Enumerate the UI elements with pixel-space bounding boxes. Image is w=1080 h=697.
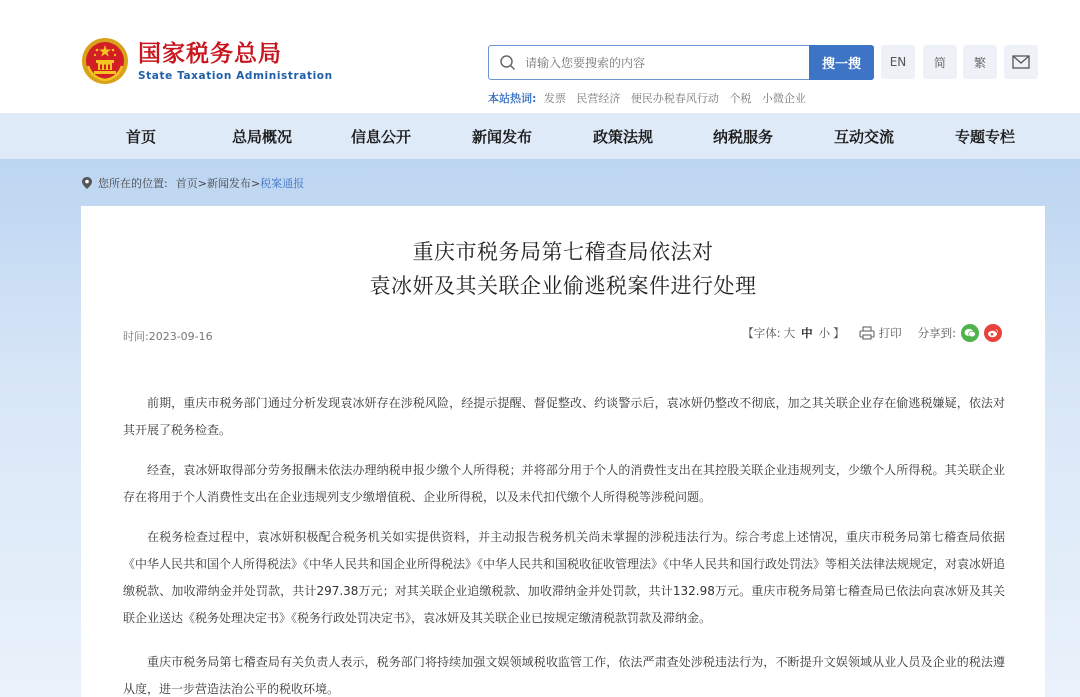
- font-size-label: 【字体:: [742, 326, 781, 340]
- article-paragraph: 前期，重庆市税务部门通过分析发现袁冰妍存在涉税风险，经提示提醒、督促整改、约谈警示后，袁冰妍仍整改不彻底，加之其关联企业存在偷逃税嫌疑，依法对其开展了税务检查。: [123, 396, 1005, 437]
- article-title-line2: 袁冰妍及其关联企业偷逃税案件进行处理: [369, 274, 757, 298]
- nav-item-overview[interactable]: 总局概况: [232, 128, 293, 146]
- logo-title-cn: 国家税务总局: [138, 41, 282, 67]
- hot-word-link[interactable]: 小微企业: [761, 92, 806, 105]
- search-icon: [499, 54, 517, 72]
- logo-title-en: State Taxation Administration: [138, 70, 333, 82]
- font-size-medium-button[interactable]: 中: [801, 326, 813, 340]
- font-size-large-button[interactable]: 大: [783, 326, 796, 340]
- share-label: 分享到:: [917, 326, 956, 340]
- print-button[interactable]: 打印: [878, 326, 902, 340]
- article-tools: [742, 324, 1002, 342]
- nav-item-news[interactable]: 新闻发布: [472, 128, 533, 146]
- breadcrumb: [82, 175, 304, 191]
- site-logo[interactable]: [80, 36, 333, 86]
- article-time: 时间:2023-09-16: [123, 330, 213, 343]
- weibo-icon[interactable]: [984, 324, 1002, 342]
- breadcrumb-home[interactable]: 首页: [175, 177, 198, 190]
- article-panel: [81, 206, 1045, 697]
- nav-item-home[interactable]: 首页: [126, 128, 157, 146]
- language-en-button[interactable]: EN: [881, 45, 915, 79]
- hot-word-link[interactable]: 便民办税春风行动: [630, 92, 719, 105]
- nav-item-interaction[interactable]: 互动交流: [834, 128, 895, 146]
- location-pin-icon: [82, 177, 92, 189]
- nav-item-info-disclosure[interactable]: 信息公开: [351, 128, 412, 146]
- main-nav: [0, 113, 1080, 159]
- breadcrumb-current[interactable]: 税案通报: [260, 177, 305, 190]
- national-emblem-icon: [80, 36, 130, 86]
- language-simplified-button[interactable]: 简: [923, 45, 957, 79]
- hot-word-link[interactable]: 个税: [729, 92, 752, 105]
- article-title-line1: 重庆市税务局第七稽查局依法对: [412, 240, 714, 264]
- font-size-small-button[interactable]: 小: [818, 326, 831, 340]
- search-input[interactable]: [525, 52, 795, 74]
- article-paragraph: 经查，袁冰妍取得部分劳务报酬未依法办理纳税申报少缴个人所得税；并将部分用于个人的消费性支出在其控股关联企业违规列支，少缴个人所得税。其关联企业存在将用于个人消费性支出在企业违规列支少缴增值税、企业所得税，以及未代扣代缴个人所得税等涉税问题。: [123, 463, 1005, 504]
- article-paragraph: 重庆市税务局第七稽查局有关负责人表示，税务部门将持续加强文娱领域税收监管工作，依法严肃查处涉税违法行为，不断提升文娱领域从业人员及企业的税法遵从度，进一步营造法治公平的税收环境。: [123, 655, 1005, 696]
- mail-icon: [1012, 55, 1030, 69]
- site-header: [0, 0, 1080, 113]
- nav-item-special-topics[interactable]: 专题专栏: [955, 128, 1016, 146]
- nav-item-tax-service[interactable]: 纳税服务: [713, 128, 774, 146]
- language-traditional-button[interactable]: 繁: [963, 45, 997, 79]
- font-size-label-close: 】: [833, 326, 845, 340]
- search-box: [488, 45, 874, 80]
- nav-item-policy[interactable]: 政策法规: [593, 128, 654, 146]
- hot-words-label: 本站热词:: [488, 92, 537, 105]
- breadcrumb-separator: >: [197, 176, 207, 190]
- wechat-icon[interactable]: [961, 324, 979, 342]
- hot-word-link[interactable]: 发票: [543, 92, 566, 105]
- print-icon[interactable]: [859, 326, 875, 340]
- breadcrumb-news[interactable]: 新闻发布: [206, 177, 251, 190]
- mail-button[interactable]: [1004, 45, 1038, 79]
- search-button[interactable]: 搜一搜: [809, 45, 874, 80]
- hot-word-link[interactable]: 民营经济: [576, 92, 621, 105]
- breadcrumb-prefix: 您所在的位置:: [98, 177, 168, 190]
- article-paragraph: 在税务检查过程中，袁冰妍积极配合税务机关如实提供资料，并主动报告税务机关尚未掌握的涉税违法行为。综合考虑上述情况，重庆市税务局第七稽查局依据《中华人民共和国个人所得税法》《中华人民共和国企业所得税法》《中华人民共和国税收征收管理法》《中华人民共和国行政处罚法》等相关法律法规规定，对袁冰妍追缴税款、加收滞纳金并处罚款，共计297.38万元；对其关联企业追缴税款、加收滞纳金并处罚款，共计132.98万元。重庆市税务局第七稽查局已依法向袁冰妍及其关联企业送达《税务处理决定书》《税务行政处罚决定书》，袁冰妍及其关联企业已按规定缴清税款罚款及滞纳金。: [123, 530, 1006, 625]
- hot-words: [488, 90, 813, 106]
- breadcrumb-separator: >: [250, 176, 261, 190]
